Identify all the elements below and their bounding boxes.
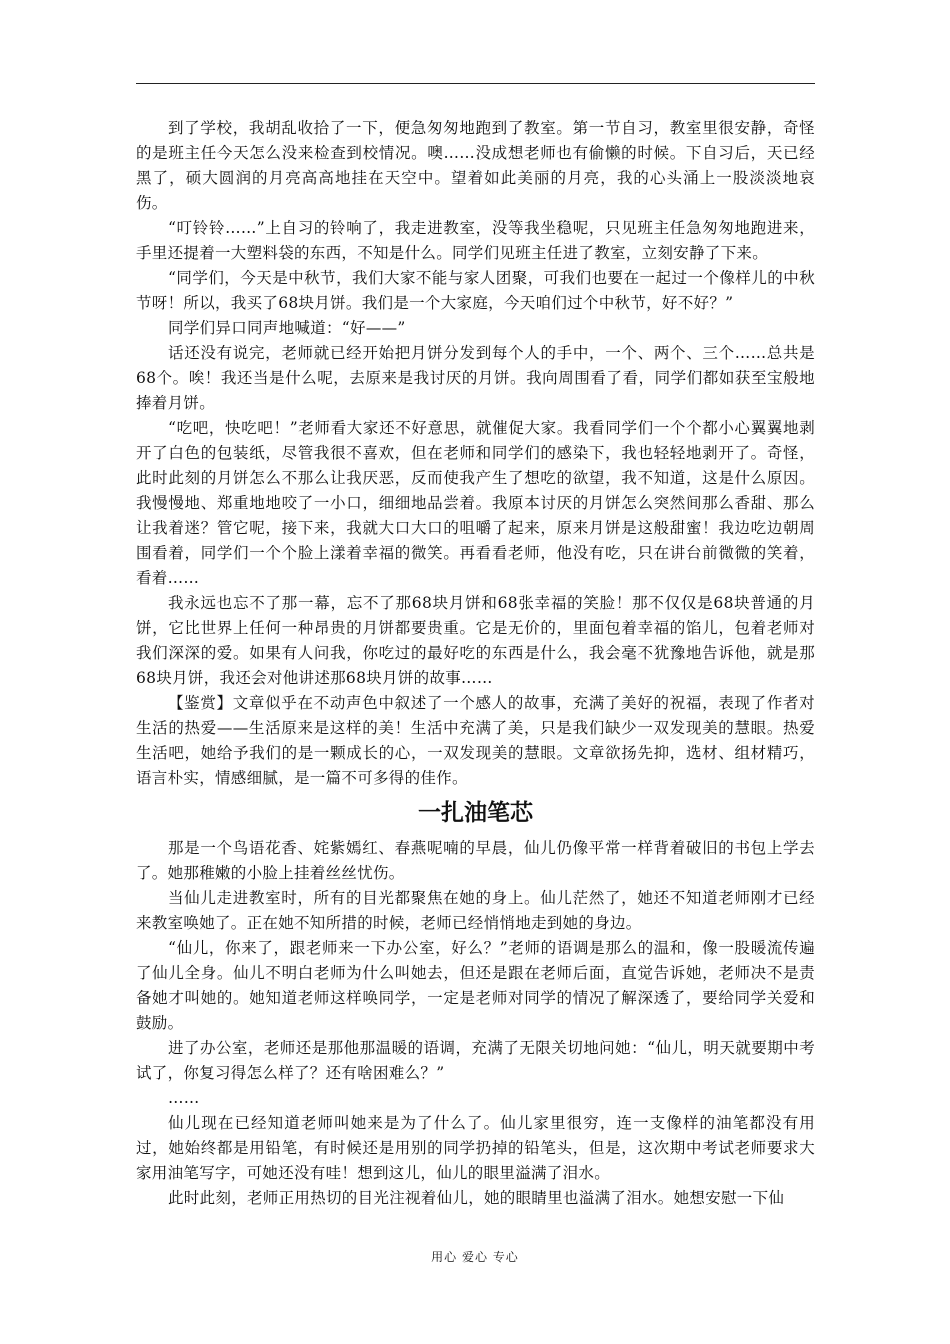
page-footer: 用心 爱心 专心 (431, 1250, 519, 1264)
paragraph: “叮铃铃……”上自习的铃响了，我走进教室，没等我坐稳呢，只见班主任急匆匆地跑进来，手里还提着一大塑料袋的东西，不知是什么。同学们见班主任进了教室，立刻安静了下来。 (136, 219, 815, 262)
paragraph: 到了学校，我胡乱收拾了一下，便急匆匆地跑到了教室。第一节自习，教室里很安静，奇怪的是班主任今天怎么没来检查到校情况。噢……没成想老师也有偷懒的时候。下自习后，天已经黑了，硕大圆润的月亮高高地挂在天空中。望着如此美丽的月亮，我的心头涌上一股淡淡地哀伤。 (136, 119, 815, 212)
paragraph: 那是一个鸟语花香、姹紫嫣红、春燕呢喃的早晨，仙儿仍像平常一样背着破旧的书包上学去了。她那稚嫩的小脸上挂着丝丝忧伤。 (136, 839, 815, 882)
page-body (136, 116, 815, 1211)
paragraph: 我永远也忘不了那一幕，忘不了那68块月饼和68张幸福的笑脸！那不仅仅是68块普通的月饼，它比世界上任何一种昂贵的月饼都要贵重。它是无价的，里面包着幸福的馅儿，包着老师对我们深深的爱。如果有人问我，你吃过的最好吃的东西是什么，我会毫不犹豫地告诉他，就是那68块月饼，我还会对他讲述那68块月饼的故事…… (136, 594, 815, 687)
article-title: 一扎油笔芯 (418, 800, 533, 826)
paragraph: “同学们，今天是中秋节，我们大家不能与家人团聚，可我们也要在一起过一个像样儿的中秋节呀！所以，我买了68块月饼。我们是一个大家庭，今天咱们过个中秋节，好不好？” (136, 269, 815, 312)
paragraph: “仙儿，你来了，跟老师来一下办公室，好么？”老师的语调是那么的温和，像一股暖流传遍了仙儿全身。仙儿不明白老师为什么叫她去，但还是跟在老师后面，直觉告诉她，老师决不是责备她才叫她的。她知道老师这样唤同学，一定是老师对同学的情况了解深透了，要给同学关爱和鼓励。 (136, 939, 815, 1032)
paragraph: 此时此刻，老师正用热切的目光注视着仙儿，她的眼睛里也溢满了泪水。她想安慰一下仙 (168, 1189, 785, 1207)
ellipsis-paragraph: …… (168, 1089, 200, 1107)
header-rule (136, 83, 815, 84)
paragraph: 同学们异口同声地喊道：“好——” (168, 319, 406, 337)
paragraph: 话还没有说完，老师就已经开始把月饼分发到每个人的手中，一个、两个、三个……总共是68个。唉！我还当是什么呢，去原来是我讨厌的月饼。我向周围看了看，同学们都如获至宝般地捧着月饼。 (136, 344, 815, 412)
paragraph: “吃吧，快吃吧！”老师看大家还不好意思，就催促大家。我看同学们一个个都小心翼翼地剥开了白色的包装纸，尽管我很不喜欢，但在老师和同学们的感染下，我也轻轻地剥开了。奇怪，此时此刻的月饼怎么不那么让我厌恶，反而使我产生了想吃的欲望，我不知道，这是什么原因。我慢慢地、郑重地地咬了一小口，细细地品尝着。我原本讨厌的月饼怎么突然间那么香甜、那么让我着迷？管它呢，接下来，我就大口大口的咀嚼了起来，原来月饼是这般甜蜜！我边吃边朝周围看着，同学们一个个脸上漾着幸福的微笑。再看看老师，他没有吃，只在讲台前微微的笑着，看着…… (136, 419, 815, 587)
paragraph: 仙儿现在已经知道老师叫她来是为了什么了。仙儿家里很穷，连一支像样的油笔都没有用过，她始终都是用铅笔，有时候还是用别的同学扔掉的铅笔头，但是，这次期中考试老师要求大家用油笔写字，可她还没有哇！想到这儿，仙儿的眼里溢满了泪水。 (136, 1114, 815, 1182)
appreciation-paragraph: 【鉴赏】文章似乎在不动声色中叙述了一个感人的故事，充满了美好的祝福，表现了作者对生活的热爱——生活原来是这样的美！生活中充满了美，只是我们缺少一双发现美的慧眼。热爱生活吧，她给予我们的是一颗成长的心，一双发现美的慧眼。文章欲扬先抑，选材、组材精巧，语言朴实，情感细腻，是一篇不可多得的佳作。 (136, 694, 815, 787)
paragraph: 进了办公室，老师还是那他那温暖的语调，充满了无限关切地问她：“仙儿，明天就要期中考试了，你复习得怎么样了？还有啥困难么？” (136, 1039, 815, 1082)
paragraph: 当仙儿走进教室时，所有的目光都聚焦在她的身上。仙儿茫然了，她还不知道老师刚才已经来教室唤她了。正在她不知所措的时候，老师已经悄悄地走到她的身边。 (136, 889, 815, 932)
